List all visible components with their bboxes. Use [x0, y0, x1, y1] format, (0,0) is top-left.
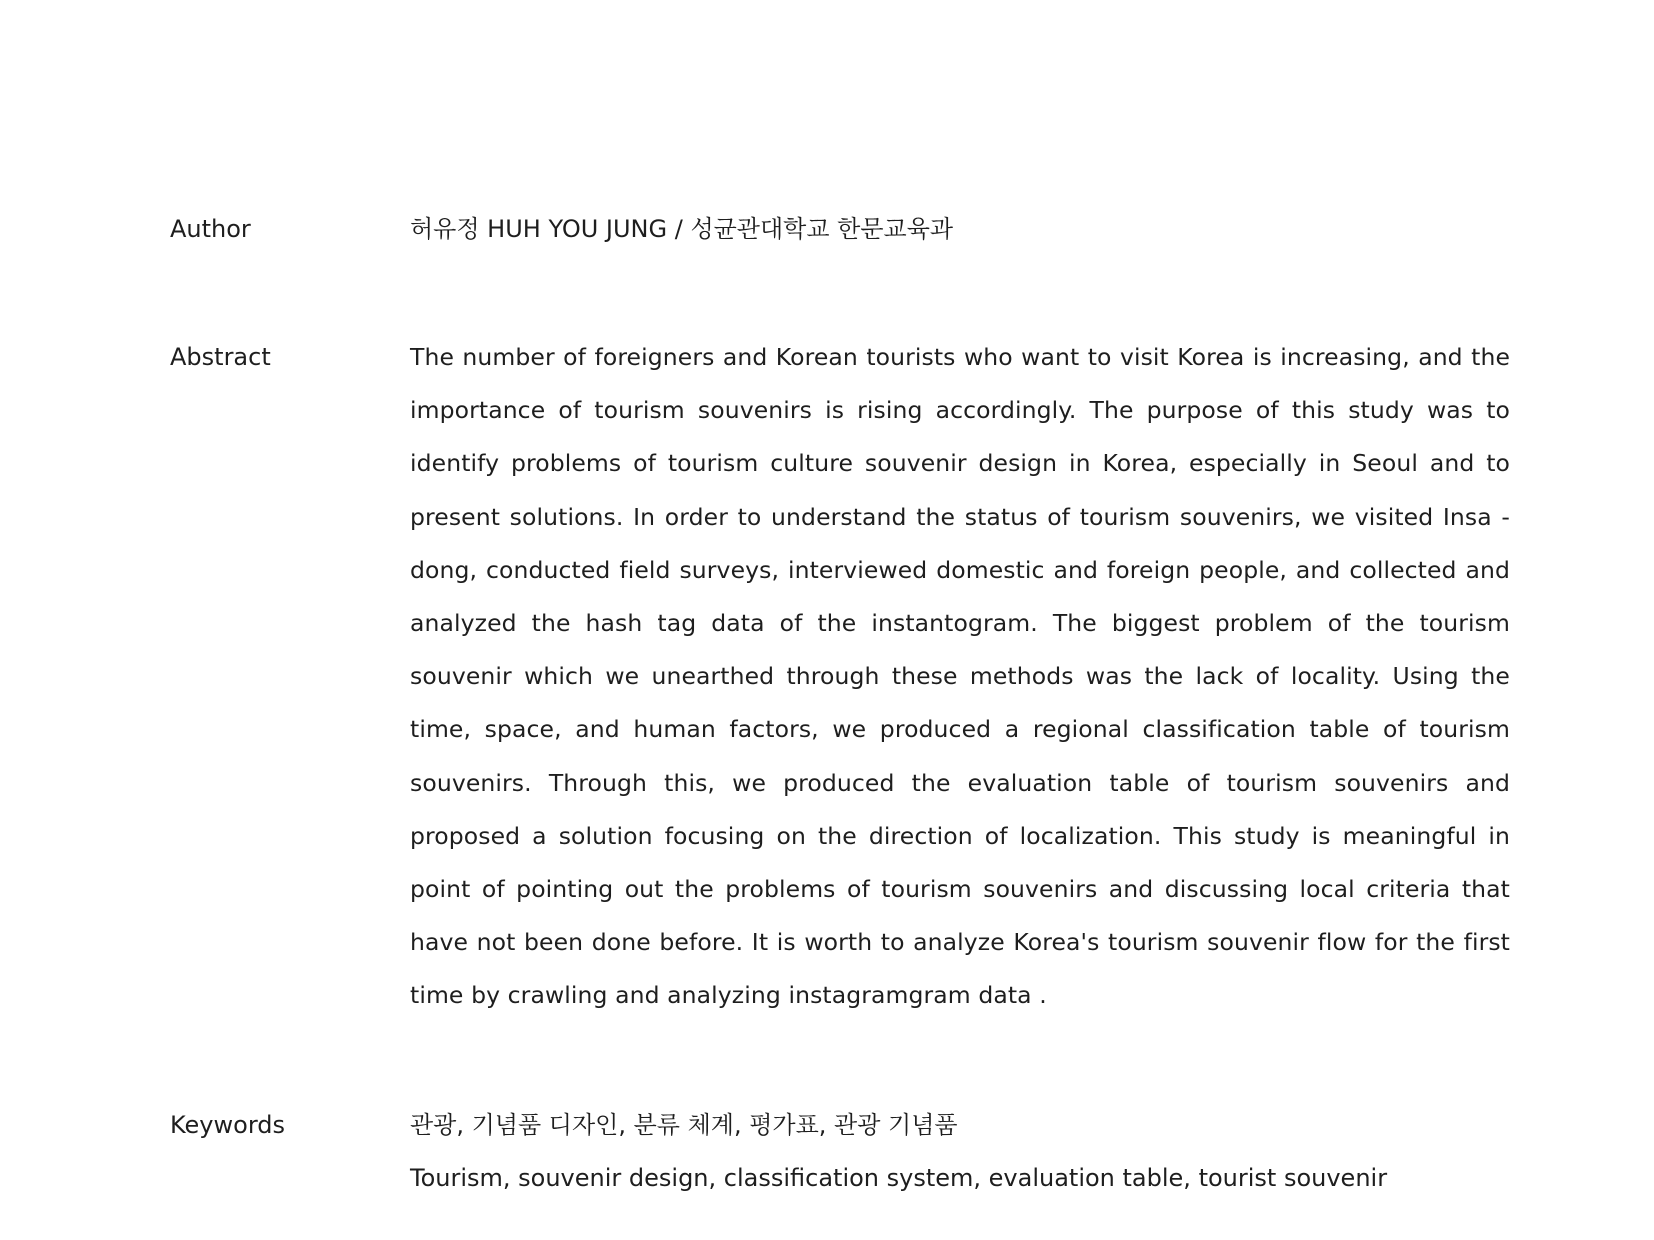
keywords-values [410, 1110, 1510, 1193]
author-label: Author [170, 215, 251, 243]
keywords-korean: 관광, 기념품 디자인, 분류 체계, 평가표, 관광 기념품 [410, 1111, 958, 1139]
author-row [170, 214, 1510, 244]
keywords-row [170, 1110, 1510, 1193]
abstract-label: Abstract [170, 343, 271, 371]
abstract-row [170, 342, 1510, 1023]
keywords-label: Keywords [170, 1111, 286, 1139]
keywords-english: Tourism, souvenir design, classification system, evaluation table, tourist souvenir [410, 1164, 1388, 1192]
author-value: 허유정 HUH YOU JUNG / 성균관대학교 한문교육과 [410, 215, 954, 243]
abstract-text: The number of foreigners and Korean tourists who want to visit Korea is increasing, and the importance of tourism souvenirs is rising accordingly. The purpose of this study was to identify problems of tourism culture souvenir design in Korea, especially in Seoul and to present solutions. In order to understand the status of tourism souvenirs, we visited Insa - dong, conducted field surveys, interviewed domestic and foreign people, and collected and analyzed the hash tag data of the instantogram. The biggest problem of the tourism souvenir which we unearthed through these methods was the lack of locality. Using the time, space, and human factors, we produced a regional classification table of tourism souvenirs. Through this, we produced the evaluation table of tourism souvenirs and proposed a solution focusing on the direction of localization. This study is meaningful in point of pointing out the problems of tourism souvenirs and discussing local criteria that have not been done before. It is worth to analyze Korea's tourism souvenir flow for the first time by crawling and analyzing instagramgram data . [410, 343, 1510, 1010]
